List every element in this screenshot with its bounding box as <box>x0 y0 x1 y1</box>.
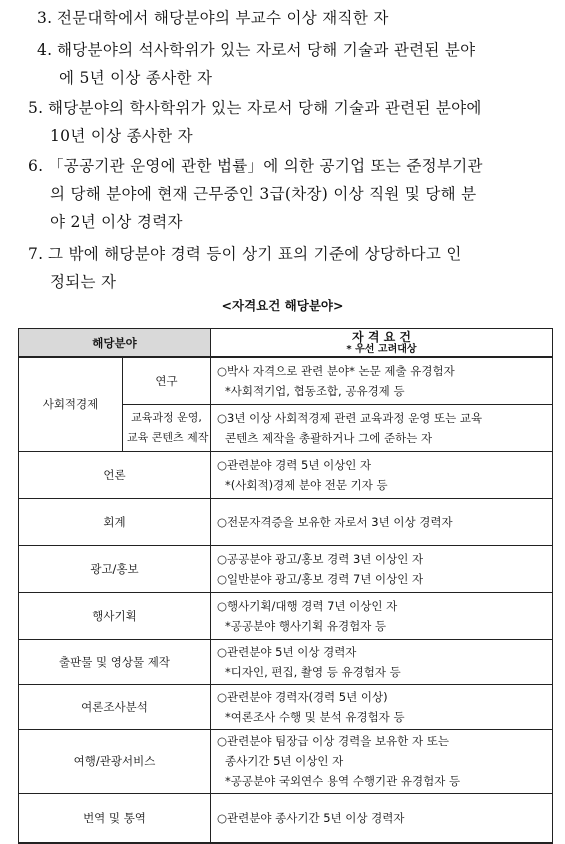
criteria-item-3 <box>37 4 389 32</box>
table-row <box>19 639 553 684</box>
header-requirements <box>211 329 553 358</box>
item-number: 7. <box>28 245 44 263</box>
requirement-line: ○관련분야 경력 5년 이상인 자 <box>217 457 372 472</box>
item-line: 에 5년 이상 종사한 자 <box>59 69 213 87</box>
field-name: 행사기획 <box>19 592 211 639</box>
requirement-cell <box>211 404 553 451</box>
requirement-line: ○3년 이상 사회적경제 관련 교육과정 운영 또는 교육 <box>217 410 483 425</box>
field-name: 번역 및 통역 <box>19 793 211 843</box>
requirement-cell <box>211 545 553 592</box>
item-line: 해당분야의 석사학위가 있는 자로서 당해 기술과 관련된 분야 <box>57 41 476 59</box>
table-row <box>19 498 553 545</box>
qualification-table <box>18 328 553 844</box>
requirement-line: 종사기간 5년 이상인 자 <box>225 754 344 768</box>
item-line: 그 밖에 해당분야 경력 등이 상기 표의 기준에 상당하다고 인 <box>48 245 462 263</box>
item-number: 5. <box>28 99 44 117</box>
requirement-cell <box>211 684 553 729</box>
requirement-note: *(사회적)경제 분야 전문 기자 등 <box>225 477 388 492</box>
requirement-note: *사회적기업, 협동조합, 공유경제 등 <box>225 383 405 398</box>
item-number: 4. <box>37 41 53 59</box>
subfield-education <box>123 404 211 451</box>
item-line: 10년 이상 종사한 자 <box>50 127 193 145</box>
requirement-line: 콘텐츠 제작을 총괄하거나 그에 준하는 자 <box>225 430 433 445</box>
field-name: 여론조사분석 <box>19 684 211 729</box>
requirement-line: ○관련분야 5년 이상 경력자 <box>217 644 357 659</box>
field-name: 광고/홍보 <box>19 545 211 592</box>
header-req-sub: * 우선 고려대상 <box>346 343 417 355</box>
criteria-item-5 <box>28 94 482 150</box>
header-req-title: 자 격 요 건 <box>352 329 411 344</box>
table-row <box>19 729 553 793</box>
field-name: 출판물 및 영상물 제작 <box>19 639 211 684</box>
item-number: 6. <box>28 157 44 175</box>
item-line: 해당분야의 학사학위가 있는 자로서 당해 기술과 관련된 분야에 <box>48 99 482 117</box>
requirement-cell <box>211 639 553 684</box>
requirement-line: ○공공분야 광고/홍보 경력 3년 이상인 자 <box>217 551 424 566</box>
requirement-note: *공공분야 행사기획 유경험자 등 <box>225 618 387 633</box>
requirement-cell <box>211 357 553 404</box>
requirement-cell <box>211 451 553 498</box>
item-number: 3. <box>37 9 53 27</box>
table-row <box>19 545 553 592</box>
item-line: 의 당해 분야에 현재 근무중인 3급(차장) 이상 직원 및 당해 분 <box>50 185 477 203</box>
requirement-cell <box>211 498 553 545</box>
table-caption: <자격요건 해당분야> <box>221 298 344 313</box>
item-line: 야 2년 이상 경력자 <box>50 213 183 231</box>
requirement-cell <box>211 592 553 639</box>
field-group-social-economy: 사회적경제 <box>19 357 123 451</box>
field-name: 여행/관광서비스 <box>19 729 211 793</box>
criteria-item-6 <box>28 152 483 236</box>
requirement-line: ○박사 자격으로 관련 분야* 논문 제출 유경험자 <box>217 363 455 378</box>
table-row <box>19 451 553 498</box>
subfield-line: 교육과정 운영, <box>131 410 202 424</box>
requirement-line: ○행사기획/대행 경력 7년 이상인 자 <box>217 598 398 613</box>
requirement-cell <box>211 729 553 793</box>
requirement-line: ○관련분야 팀장급 이상 경력을 보유한 자 또는 <box>217 734 449 748</box>
field-name: 회계 <box>19 498 211 545</box>
requirement-line: ○전문자격증을 보유한 자로서 3년 이상 경력자 <box>217 514 453 529</box>
criteria-item-4 <box>37 36 475 92</box>
header-field: 해당분야 <box>19 329 211 358</box>
field-name: 언론 <box>19 451 211 498</box>
requirement-note: *여론조사 수행 및 분석 유경험자 등 <box>225 709 405 724</box>
table-header-row <box>19 329 553 358</box>
item-line: 「공공기관 운영에 관한 법률」에 의한 공기업 또는 준정부기관 <box>48 157 483 175</box>
requirement-note: *디자인, 편집, 촬영 등 유경험자 등 <box>225 664 401 679</box>
table-row <box>19 592 553 639</box>
subfield-research: 연구 <box>123 357 211 404</box>
table-row <box>19 684 553 729</box>
criteria-item-7 <box>28 240 462 296</box>
requirement-line: ○일반분야 광고/홍보 경력 7년 이상인 자 <box>217 571 424 586</box>
requirement-line: ○관련분야 종사기간 5년 이상 경력자 <box>217 810 405 825</box>
requirement-note: *공공분야 국외연수 용역 수행기관 유경험자 등 <box>225 774 461 788</box>
item-line: 전문대학에서 해당분야의 부교수 이상 재직한 자 <box>57 9 389 27</box>
subfield-line: 교육 콘텐츠 제작 <box>127 430 209 444</box>
requirement-line: ○관련분야 경력자(경력 5년 이상) <box>217 689 388 704</box>
item-line: 정되는 자 <box>50 273 117 291</box>
table-row <box>19 357 553 404</box>
